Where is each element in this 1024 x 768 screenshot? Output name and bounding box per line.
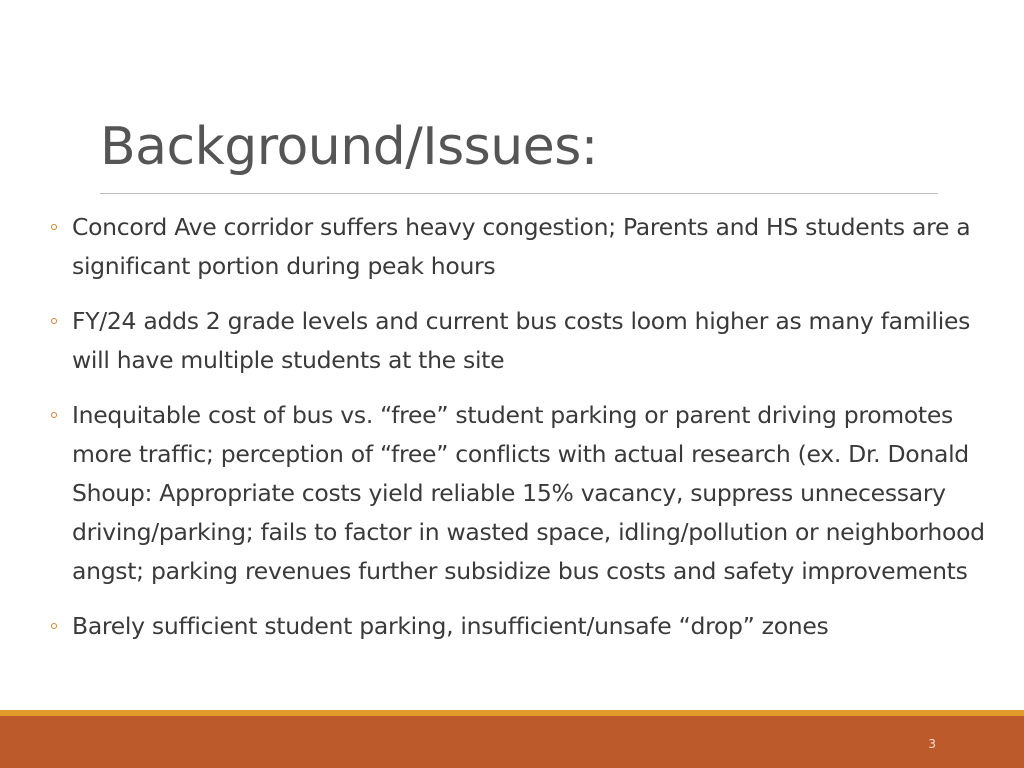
footer-bar bbox=[0, 716, 1024, 768]
list-item bbox=[44, 208, 999, 286]
bullet-circle-icon bbox=[51, 224, 57, 230]
title-divider bbox=[100, 193, 938, 194]
list-item bbox=[44, 302, 999, 380]
list-item bbox=[44, 607, 999, 646]
bullet-list bbox=[44, 208, 999, 662]
bullet-text: Inequitable cost of bus vs. “free” student parking or parent driving promotes more traffic; perception of “free” conflicts with actual research (ex. Dr. Donald Shoup: Appropriate costs yield reliable 15% vacancy, suppress unnecessary driving/parking; fails to factor in wasted space, idling/pollution or neighborhood angst; parking revenues further subsidize bus costs and safety improvements bbox=[72, 401, 985, 585]
bullet-circle-icon bbox=[51, 412, 57, 418]
bullet-text: FY/24 adds 2 grade levels and current bus costs loom higher as many families will have multiple students at the site bbox=[72, 307, 971, 374]
bullet-text: Concord Ave corridor suffers heavy congestion; Parents and HS students are a significant portion during peak hours bbox=[72, 213, 971, 280]
bullet-text: Barely sufficient student parking, insufficient/unsafe “drop” zones bbox=[72, 612, 829, 640]
bullet-circle-icon bbox=[51, 623, 57, 629]
bullet-circle-icon bbox=[51, 318, 57, 324]
slide-title: Background/Issues: bbox=[100, 117, 598, 177]
slide-number: 3 bbox=[928, 737, 936, 751]
list-item bbox=[44, 396, 999, 591]
